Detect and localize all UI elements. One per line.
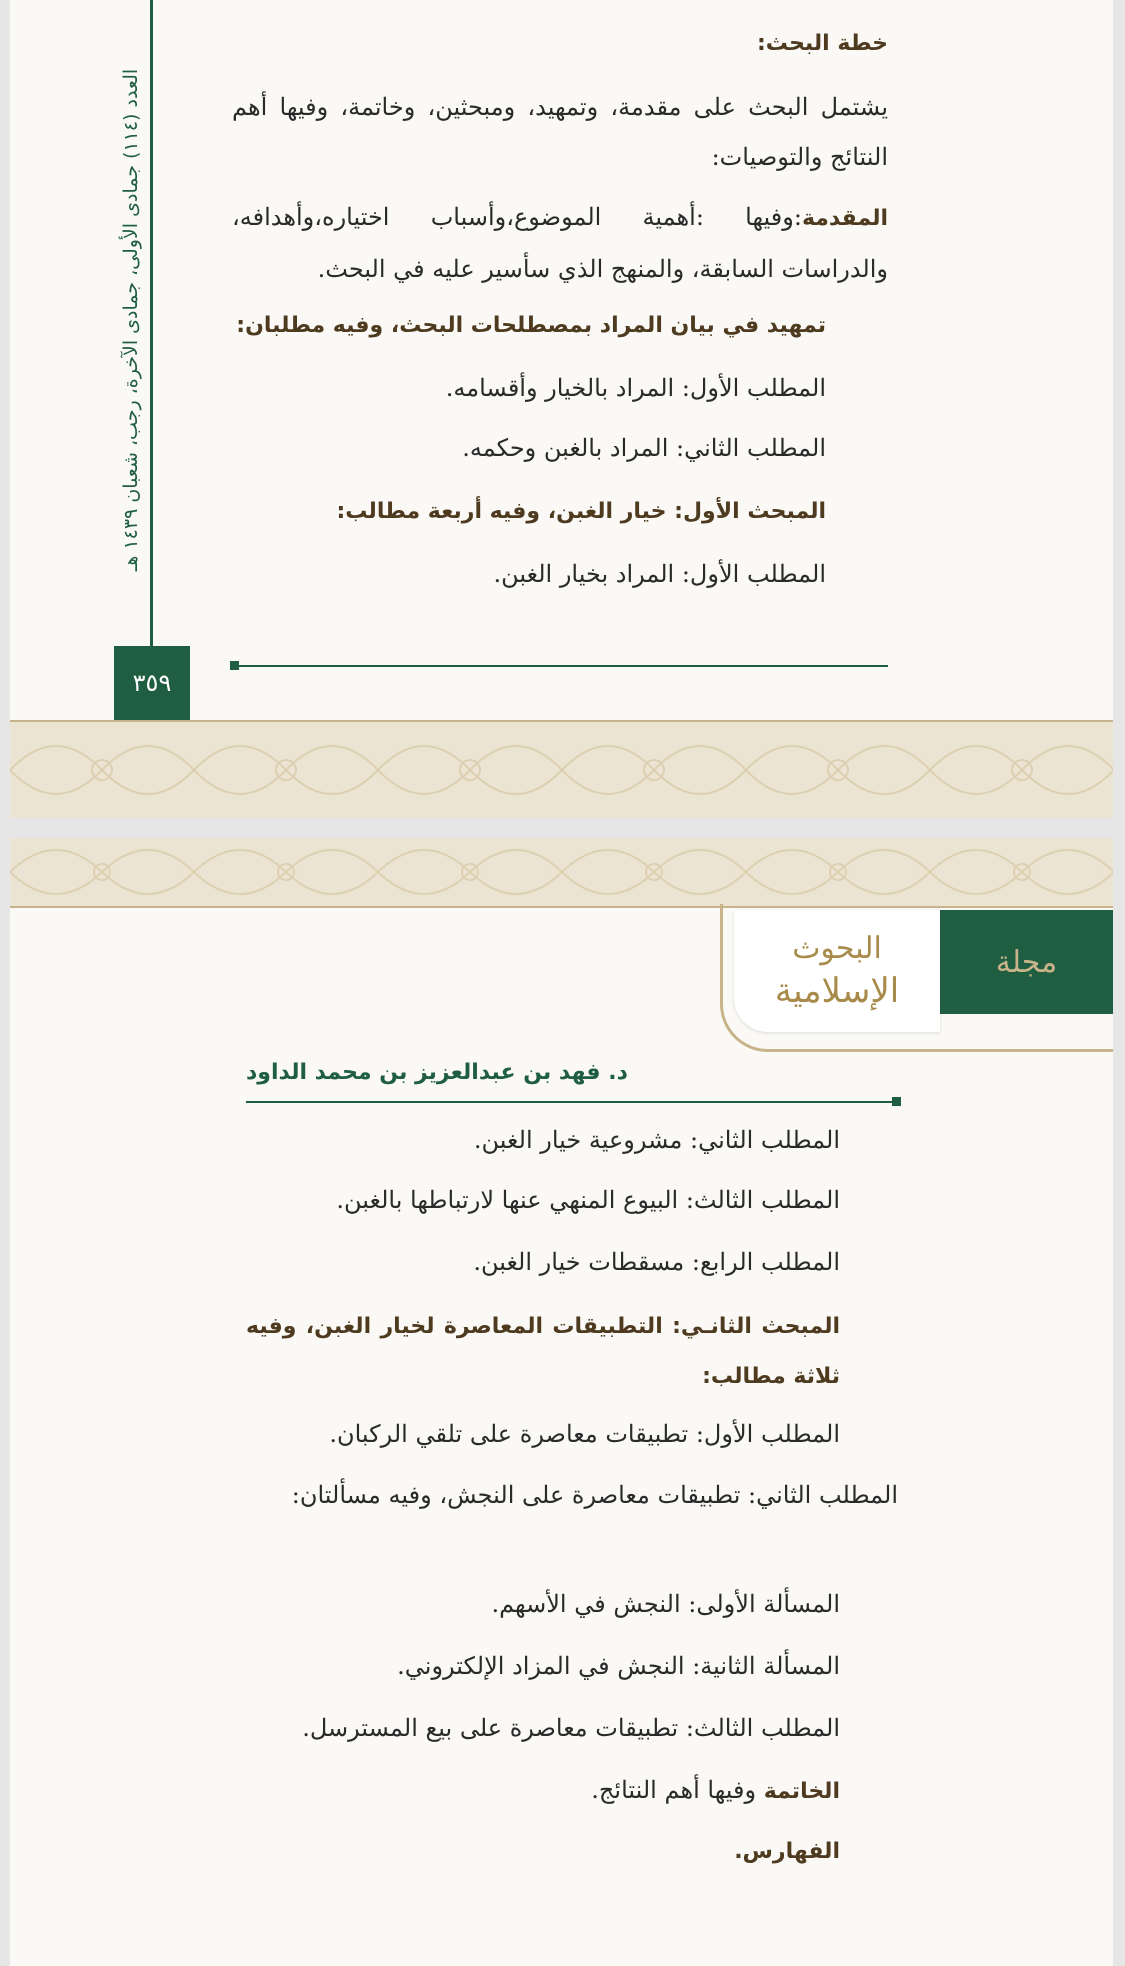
page-number: ٣٥٩ [114, 646, 190, 720]
fahars: الفهارس. [734, 1839, 840, 1864]
footer-rule [232, 665, 888, 667]
author-rule [246, 1101, 898, 1103]
tamheed-item-1: المطلب الأول: المراد بالخيار وأقسامه. [445, 374, 826, 402]
muqaddima-paragraph [232, 192, 888, 294]
heading-mabhath-2: المبحث الثانـي: التطبيقات المعاصرة لخيار الغبن، وفيه ثلاثة مطالب: [246, 1314, 840, 1389]
mabhath1-item-1: المطلب الأول: المراد بخيار الغبن. [493, 560, 826, 588]
mabhath1-item-2: المطلب الثاني: مشروعية خيار الغبن. [473, 1126, 840, 1154]
ornamental-band-bottom [10, 838, 1113, 908]
mabhath2-item-2: المطلب الثاني: تطبيقات معاصرة على النجش، وفيه مسألتان: [291, 1481, 898, 1509]
heading-mabhath-1: المبحث الأول: خيار الغبن، وفيه أربعة مطالب: [336, 499, 826, 524]
mabhath2-item-1: المطلب الأول: تطبيقات معاصرة على تلقي الركبان. [329, 1420, 840, 1448]
side-vertical-rule [150, 0, 153, 648]
mabhath1-item-3: المطلب الثالث: البيوع المنهي عنها لارتباطها بالغبن. [336, 1186, 840, 1214]
heading-research-plan: خطة البحث: [756, 31, 888, 56]
heading-tamheed: تمهيد في بيان المراد بمصطلحات البحث، وفيه مطلبان: [236, 313, 826, 338]
masala-1: المسألة الأولى: النجش في الأسهم. [491, 1590, 840, 1618]
author-name: د. فهد بن عبدالعزيز بن محمد الداود [246, 1060, 628, 1085]
ornament-pattern [10, 722, 1113, 818]
page-top [10, 0, 1113, 818]
page-bottom [10, 838, 1113, 1966]
journal-label: مجلة [940, 910, 1113, 1014]
masala-2: المسألة الثانية: النجش في المزاد الإلكتروني. [397, 1652, 840, 1680]
intro-paragraph: يشتمل البحث على مقدمة، وتمهيد، ومبحثين، وخاتمة، وفيها أهم النتائج والتوصيات: [232, 93, 888, 171]
muqaddima-term: المقدمة [801, 206, 888, 231]
khatima-line [246, 1770, 840, 1812]
mabhath2-item-3: المطلب الثالث: تطبيقات معاصرة على بيع المسترسل. [302, 1714, 840, 1742]
khatima-text: وفيها أهم النتائج. [591, 1776, 764, 1804]
issue-info: العدد (١١٤) جمادى الأولى، جمادى الآخرة، رجب، شعبان ١٤٣٩ هـ [120, 68, 142, 572]
ornament-pattern [10, 838, 1113, 906]
journal-logo [734, 910, 940, 1032]
khatima-term: الخاتمة [763, 1779, 840, 1804]
mabhath1-item-4: المطلب الرابع: مسقطات خيار الغبن. [473, 1248, 840, 1276]
logo-line-1: البحوث [792, 931, 882, 966]
ornamental-band-top [10, 720, 1113, 818]
tamheed-item-2: المطلب الثاني: المراد بالغبن وحكمه. [462, 434, 826, 462]
logo-line-2: الإسلامية [774, 971, 900, 1011]
muqaddima-text: :وفيها :أهمية الموضوع،وأسباب اختياره،وأهدافه، والدراسات السابقة، والمنهج الذي سأسير عليه في البحث. [232, 203, 888, 283]
